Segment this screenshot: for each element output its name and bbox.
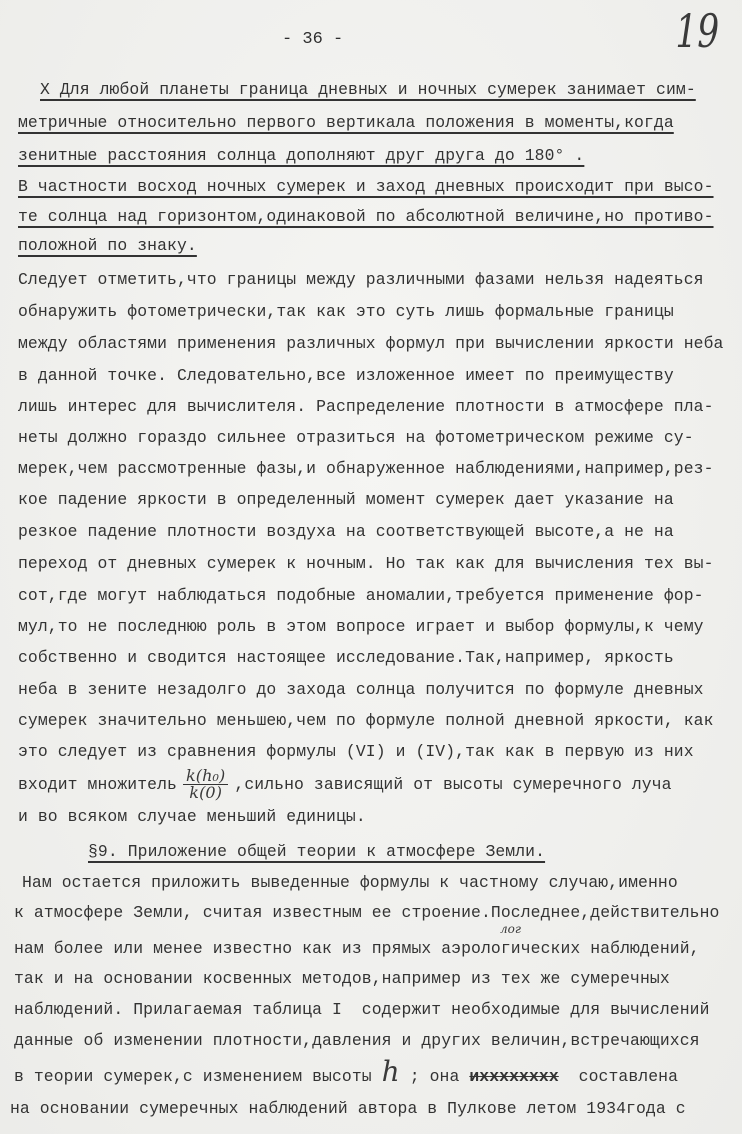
handwritten-correction-note: лог [500,922,521,936]
footnote-line: метричные относительно первого вертикала положения в моменты,когда [18,113,674,132]
body-line: обнаружить фотометрически,так как это суть лишь формальные границы [18,302,674,321]
handwritten-fraction [183,768,228,801]
footnote-line: В частности восход ночных сумерек и заход дневных происходит при высо- [18,177,714,196]
body-line: Следует отметить,что границы между различными фазами нельзя надеяться [18,270,704,289]
body-line: неба в зените незадолго до захода солнца получится по формуле дневных [18,680,704,699]
footnote-line: положной по знаку. [18,236,197,255]
body-line: мерек,чем рассмотренные фазы,и обнаруженное наблюдениями,например,рез- [18,459,714,478]
body-line: лишь интерес для вычислителя. Распределение плотности в атмосфере пла- [18,397,714,416]
body-line: переход от дневных сумерек к ночным. Но так как для вычисления тех вы- [18,554,714,573]
fraction-numerator: k(h₀) [183,768,228,785]
footnote-line: Х Для любой планеты граница дневных и ночных сумерек занимает сим- [40,80,696,99]
body-line: это следует из сравнения формулы (VI) и (IV),так как в первую из них [18,742,694,761]
body-line: собственно и сводится настоящее исследование.Так,например, яркость [18,648,674,667]
body-line: в данной точке. Следовательно,все изложенное имеет по преимуществу [18,366,674,385]
body-line: нам более или менее известно как из прямых аэрологических наблюдений, [14,939,700,958]
body-line: кое падение яркости в определенный момент сумерек дает указание на [18,490,674,509]
page-number: - 36 - [282,30,344,49]
body-line: сумерек значительно меньшею,чем по формуле полной дневной яркости, как [18,711,714,730]
body-line: резкое падение плотности воздуха на соответствующей высоте,а не на [18,522,674,541]
body-line: и во всяком случае меньший единицы. [18,807,366,826]
text-segment: ; она [399,1067,470,1086]
text-segment: составлена [558,1067,679,1086]
fraction-denominator: k(0) [189,783,223,803]
body-line: Нам остается приложить выведенные формулы к частному случаю,именно [22,873,678,892]
body-line: сот,где могут наблюдаться подобные аномалии,требуется применение фор- [18,586,704,605]
body-line: данные об изменении плотности,давления и других величин,встречающихся [14,1031,700,1050]
body-line-with-variable [14,1055,679,1088]
struck-out-text: ихххххххх [469,1067,559,1086]
body-line: на основании сумеречных наблюдений автора в Пулкове летом 1934года с [10,1099,686,1118]
body-line: наблюдений. Прилагаемая таблица I содержит необходимые для вычислений [14,1000,710,1019]
text-segment: в теории сумерек,с изменением высоты [14,1067,382,1086]
body-line: мул,то не последнюю роль в этом вопросе играет и выбор формулы,к чему [18,617,704,636]
handwritten-folio-number: 19 [675,4,720,58]
body-line-with-formula [18,766,672,804]
body-line: так и на основании косвенных методов,например из тех же сумеречных [14,969,670,988]
section-heading: §9. Приложение общей теории к атмосфере Земли. [88,842,546,861]
text-segment: входит множитель [18,775,177,794]
handwritten-variable-h: h [381,1055,400,1088]
body-line: неты должно гораздо сильнее отразиться на фотометрическом режиме су- [18,428,694,447]
body-line: к атмосфере Земли, считая известным ее строение.Последнее,действительно [14,903,720,922]
footnote-line: те солнца над горизонтом,одинаковой по абсолютной величине,но противо- [18,207,714,226]
body-line: между областями применения различных формул при вычислении яркости неба [18,334,724,353]
footnote-line: зенитные расстояния солнца дополняют друг друга до 180° . [18,146,585,165]
text-segment: ,сильно зависящий от высоты сумеречного луча [234,775,672,794]
